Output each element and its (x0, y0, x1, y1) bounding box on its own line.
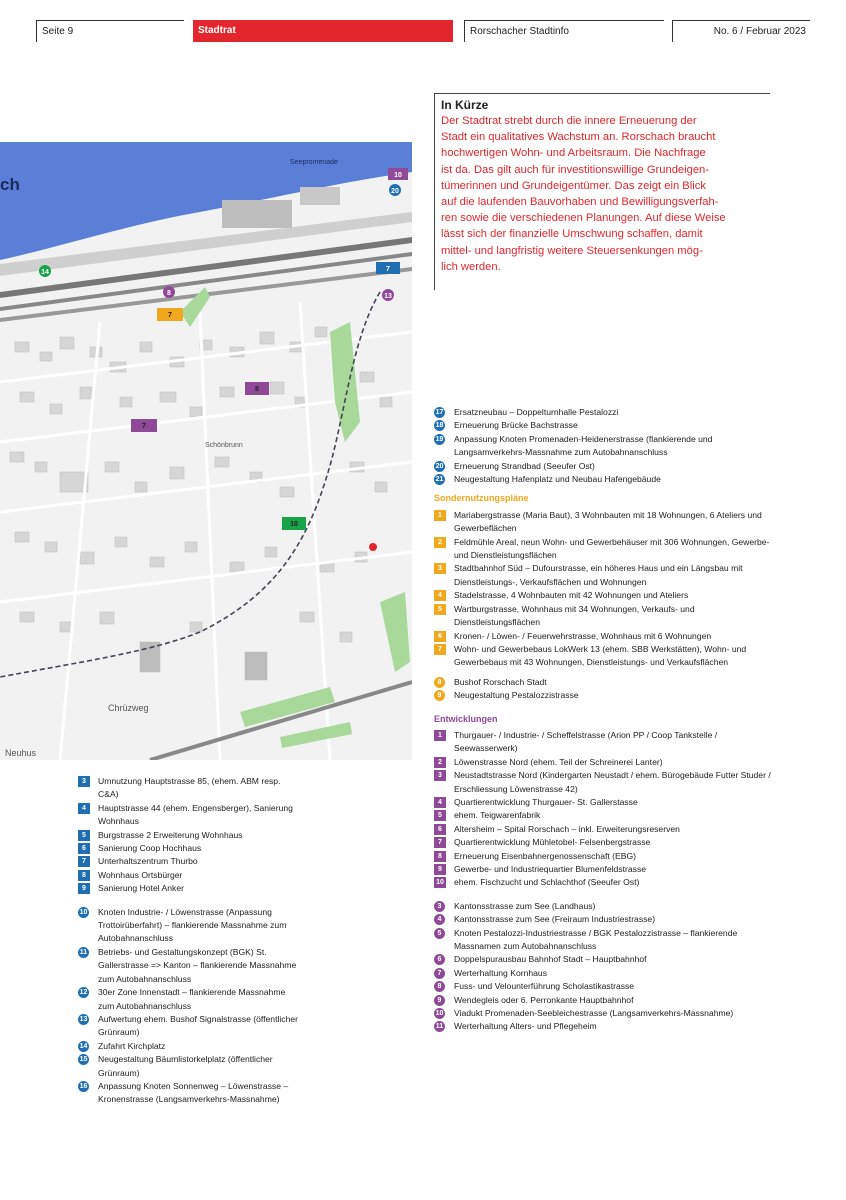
in-kuerze-line: tümerinnen und Grundeigentümer. Das zeigt ein Blick (441, 179, 706, 192)
map-marker-label: 14 (41, 269, 49, 276)
left-list-b (78, 906, 298, 1107)
item-text: Ersatzneubau – Doppelturnhalle Pestalozzi (454, 407, 619, 417)
list-item (434, 756, 774, 769)
item-number: 11 (79, 948, 88, 956)
item-number: 5 (434, 604, 446, 615)
item-number: 1 (434, 510, 446, 521)
list-item (78, 829, 298, 842)
map-marker-label: 8 (255, 386, 259, 393)
item-number: 1 (434, 730, 446, 741)
in-kuerze-line: ren sowie die verschiedenen Planungen. Auf diese Weise (441, 212, 726, 225)
list-item (78, 946, 298, 986)
list-item (78, 855, 298, 868)
item-text: ehem. Teigwarenfabrik (454, 810, 541, 821)
sondernutzung-list (434, 509, 774, 703)
item-number: 10 (79, 908, 88, 916)
publication-title: Rorschacher Stadtinfo (464, 20, 664, 42)
list-item (434, 603, 774, 630)
map-marker-label: 7 (168, 312, 172, 319)
left-list-a (78, 775, 298, 896)
item-text: Kantonsstrasse zum See (Landhaus) (454, 900, 596, 911)
item-text: Erneuerung Brücke Bachstrasse (454, 420, 578, 431)
item-text: Werterhaltung Kornhaus (454, 967, 547, 978)
list-item (434, 562, 774, 589)
issue-number: No. 6 / Februar 2023 (672, 20, 810, 42)
list-item (434, 980, 774, 993)
list-item (434, 689, 774, 702)
list-item (434, 1007, 774, 1020)
item-number: 5 (434, 810, 446, 821)
item-text: Neugestaltung Bäumlistorkelplatz (öffentlicher Grünraum) (98, 1054, 273, 1078)
list-item (434, 419, 774, 432)
in-kuerze-title: In Kürze (441, 98, 489, 112)
item-number: 15 (79, 1056, 88, 1064)
item-text: Aufwertung ehem. Bushof Signalstrasse (öffentlicher Grünraum) (98, 1013, 298, 1038)
map-marker-label: 13 (384, 293, 392, 300)
in-kuerze-text (441, 113, 770, 275)
list-item (434, 796, 774, 809)
item-text: Wohnhaus Ortsbürger (98, 869, 183, 880)
list-item (434, 769, 774, 796)
item-text: Stadtbahnhof Süd – Dufourstrasse, ein höheres Haus und ein Längsbau mit Dienstleistungs-, Verkaufsflächen und Wohnungen (454, 563, 743, 587)
item-text: Mariabergstrasse (Maria Baut), 3 Wohnbauten mit 18 Wohnungen, 6 Ateliers und Gewerbeflächen (454, 509, 762, 534)
item-text: Feldmühle Areal, neun Wohn- und Gewerbehäuser mit 306 Wohnungen, Gewerbe- und Dienstleistungsflächen (454, 536, 770, 561)
list-item (434, 913, 774, 926)
map-schoenbrunn-label: Schönbrunn (205, 442, 243, 449)
in-kuerze-line: Der Stadtrat strebt durch die innere Erneuerung der (441, 115, 697, 127)
item-number: 4 (434, 914, 445, 925)
entwicklungen-heading: Entwicklungen (434, 713, 498, 724)
list-item (434, 836, 774, 849)
in-kuerze-line: ist da. Das gilt auch für investitionswillige Grundeigen- (441, 163, 710, 176)
item-text: Werterhaltung Alters- und Pflegeheim (454, 1021, 597, 1032)
list-item (434, 823, 774, 836)
item-text: Fuss- und Velounterführung Scholastikastrasse (454, 981, 635, 992)
list-item (434, 1020, 774, 1033)
list-item (434, 850, 774, 863)
item-text: Unterhaltszentrum Thurbo (98, 856, 198, 867)
in-kuerze-line: mittel- und langfristig weitere Steuersenkungen mög- (441, 244, 703, 257)
in-kuerze-line: lich werden. (441, 260, 501, 273)
item-number: 7 (434, 644, 446, 655)
item-text: Stadelstrasse, 4 Wohnbauten mit 42 Wohnungen und Ateliers (454, 590, 689, 601)
list-item (78, 1080, 298, 1107)
item-number: 10 (434, 877, 446, 888)
list-item (434, 729, 774, 756)
sondernutzung-heading: Sondernutzungspläne (434, 493, 529, 504)
item-number: 2 (434, 757, 446, 768)
item-number: 4 (434, 797, 446, 808)
item-number: 7 (434, 837, 446, 848)
map-marker-label: 8 (167, 290, 171, 297)
item-text: Viadukt Promenaden-Seebleichestrasse (Langsamverkehrs-Massnahme) (454, 1008, 734, 1019)
item-number: 3 (434, 563, 446, 574)
item-text: Sanierung Coop Hochhaus (98, 843, 202, 854)
item-text: Betriebs- und Gestaltungskonzept (BGK) St. Gallerstrasse => Kanton – flankierende Massnahme zum Autobahnanschluss (98, 946, 297, 984)
item-text: Kronen- / Löwen- / Feuerwehrstrasse, Wohnhaus mit 6 Wohnungen (454, 630, 712, 641)
list-item (78, 1040, 298, 1053)
item-number: 8 (78, 870, 90, 881)
item-text: 30er Zone Innenstadt – flankierende Massnahme zum Autobahnanschluss (98, 987, 286, 1011)
item-number: 9 (78, 883, 90, 894)
item-text: Umnutzung Hauptstrasse 85, (ehem. ABM resp. C&A) (98, 776, 281, 800)
list-item (434, 967, 774, 980)
item-number: 9 (434, 864, 446, 875)
item-text: Hauptstrasse 44 (ehem. Engensberger), Sanierung Wohnhaus (98, 802, 293, 827)
item-text: Wartburgstrasse, Wohnhaus mit 34 Wohnungen, Verkaufs- und Dienstleistungsflächen (454, 603, 695, 628)
item-text: Neustadtstrasse Nord (Kindergarten Neustadt / ehem. Bürogebäude Futter Studer / Erschliessung Löwenstrasse 42) (454, 770, 771, 794)
item-text: Anpassung Knoten Promenaden-Heidenerstrasse (flankierende und Langsamverkehrs-Massnahme zum Autobahnanschluss (454, 433, 713, 458)
item-number: 3 (434, 901, 445, 912)
in-kuerze-line: hochwertigen Wohn- und Arbeitsraum. Die Nachfrage (441, 147, 706, 160)
item-number: 12 (79, 989, 88, 997)
item-number: 7 (434, 968, 445, 979)
item-number: 13 (79, 1015, 88, 1023)
item-text: Neugestaltung Pestalozzistrasse (454, 690, 579, 701)
list-item (434, 406, 774, 419)
right-project-list (434, 406, 774, 1034)
map-marker-label: 10 (394, 172, 402, 179)
list-item (434, 809, 774, 822)
list-item (78, 869, 298, 882)
list-item (434, 953, 774, 966)
list-item (78, 775, 298, 802)
item-number: 3 (434, 770, 446, 781)
list-item (434, 643, 774, 670)
list-item (78, 802, 298, 829)
item-number: 8 (434, 981, 445, 992)
item-number: 5 (434, 928, 445, 939)
item-number: 8 (434, 851, 446, 862)
item-number: 4 (434, 590, 446, 601)
list-item (434, 589, 774, 602)
item-number: 9 (434, 690, 445, 701)
map-neuhus-label: Neuhus (5, 748, 37, 758)
map-chruezweg-label: Chrüzweg (108, 703, 149, 713)
item-text: Knoten Industrie- / Löwenstrasse (Anpassung Trottoirüberfahrt) – flankierende Massnahme zum Autobahnanschluss (98, 906, 287, 944)
list-item (78, 882, 298, 895)
list-item (434, 433, 774, 460)
map-city-label: ch (0, 175, 20, 194)
item-number: 17 (435, 409, 444, 416)
item-text: Altersheim – Spital Rorschach – inkl. Erweiterungsreserven (454, 823, 680, 834)
item-number: 6 (434, 954, 445, 965)
item-text: Burgstrasse 2 Erweiterung Wohnhaus (98, 829, 243, 840)
item-number: 10 (435, 1010, 444, 1018)
item-number: 11 (435, 1023, 444, 1031)
list-item (434, 927, 774, 954)
item-number: 9 (434, 995, 445, 1006)
item-number: 3 (78, 776, 90, 787)
item-number: 20 (435, 462, 444, 470)
item-text: Gewerbe- und Industriequartier Blumenfeldstrasse (454, 864, 647, 874)
list-item (78, 1053, 298, 1080)
item-text: Knoten Pestalozzi-Industriestrasse / BGK Pestalozzistrasse – flankierende Massnamen zum Autobahnanschluss (454, 927, 738, 952)
list-item (434, 536, 774, 563)
in-kuerze-box (434, 93, 770, 290)
item-number: 6 (434, 631, 446, 642)
list-item (434, 676, 774, 689)
item-number: 2 (434, 537, 446, 548)
list-item (434, 473, 774, 486)
item-number: 19 (435, 435, 444, 443)
item-text: Doppelspurausbau Bahnhof Stadt – Hauptbahnhof (454, 954, 647, 965)
list-item (434, 630, 774, 643)
entwicklungen-list (434, 729, 774, 1034)
city-map (0, 142, 412, 760)
list-item (434, 509, 774, 536)
list-item (434, 460, 774, 473)
item-text: Wendegleis oder 6. Perronkante Hauptbahnhof (454, 994, 634, 1005)
map-marker-label: 7 (142, 423, 146, 430)
list-item (78, 842, 298, 855)
item-text: Wohn- und Gewerbebaus LokWerk 13 (ehem. SBB Werkstätten), Wohn- und Gewerbebaus mit 43 Wohnungen, Dienstleistungs- und Verkaufsflächen (454, 643, 747, 668)
item-number: 21 (435, 476, 444, 484)
item-text: Bushof Rorschach Stadt (454, 676, 547, 687)
map-marker-label: 7 (386, 266, 390, 273)
item-number: 5 (78, 830, 90, 841)
item-text: Neugestaltung Hafenplatz und Neubau Hafengebäude (454, 474, 661, 485)
in-kuerze-line: lässt sich der finanzielle Umschwung schaffen, damit (441, 228, 703, 241)
list-item (434, 863, 774, 876)
item-text: ehem. Fischzucht und Schlachthof (Seeufer Ost) (454, 877, 640, 888)
item-text: Erneuerung Strandbad (Seeufer Ost) (454, 460, 595, 471)
item-text: Anpassung Knoten Sonnenweg – Löwenstrasse – Kronenstrasse (Langsamverkehrs-Massnahme) (98, 1080, 289, 1105)
item-text: Thurgauer- / Industrie- / Scheffelstrasse (Arion PP / Coop Tankstelle / Seewasserwerk) (454, 729, 718, 754)
item-text: Zufahrt Kirchplatz (98, 1040, 166, 1051)
item-text: Kantonsstrasse zum See (Freiraum Industriestrasse) (454, 914, 656, 925)
item-text: Sanierung Hotel Anker (98, 883, 184, 894)
page-number: Seite 9 (36, 20, 184, 42)
item-number: 14 (79, 1042, 88, 1050)
item-number: 18 (435, 422, 444, 430)
item-number: 16 (79, 1082, 88, 1090)
map-marker-label: 20 (391, 188, 399, 195)
map-seepromenade-label: Seepromenade (290, 159, 338, 166)
item-text: Löwenstrasse Nord (ehem. Teil der Schreinerei Lanter) (454, 756, 663, 767)
item-number: 6 (434, 824, 446, 835)
list-item (434, 900, 774, 913)
item-text: Erneuerung Eisenbahnergenossenschaft (EBG) (454, 850, 637, 861)
item-text: Quartierentwicklung Mühletobel- Felsenbergstrasse (454, 837, 651, 848)
list-item (434, 876, 774, 889)
right-list-a (434, 406, 774, 486)
list-item (78, 906, 298, 946)
list-item (78, 986, 298, 1013)
list-item (78, 1013, 298, 1040)
item-number: 7 (78, 856, 90, 867)
list-item (434, 994, 774, 1007)
item-number: 8 (434, 677, 445, 688)
item-number: 6 (78, 843, 90, 854)
item-number: 4 (78, 803, 90, 814)
left-project-list (78, 775, 298, 1107)
in-kuerze-line: Stadt ein qualitatives Wachstum an. Rorschach braucht (441, 131, 716, 144)
item-text: Quartierentwicklung Thurgauer- St. Gallerstasse (454, 796, 638, 807)
section-label: Stadtrat (193, 20, 453, 42)
map-marker-label: 10 (290, 521, 298, 528)
in-kuerze-line: auf die laufenden Bauvorhaben und Bewilligungsverfah- (441, 196, 719, 209)
